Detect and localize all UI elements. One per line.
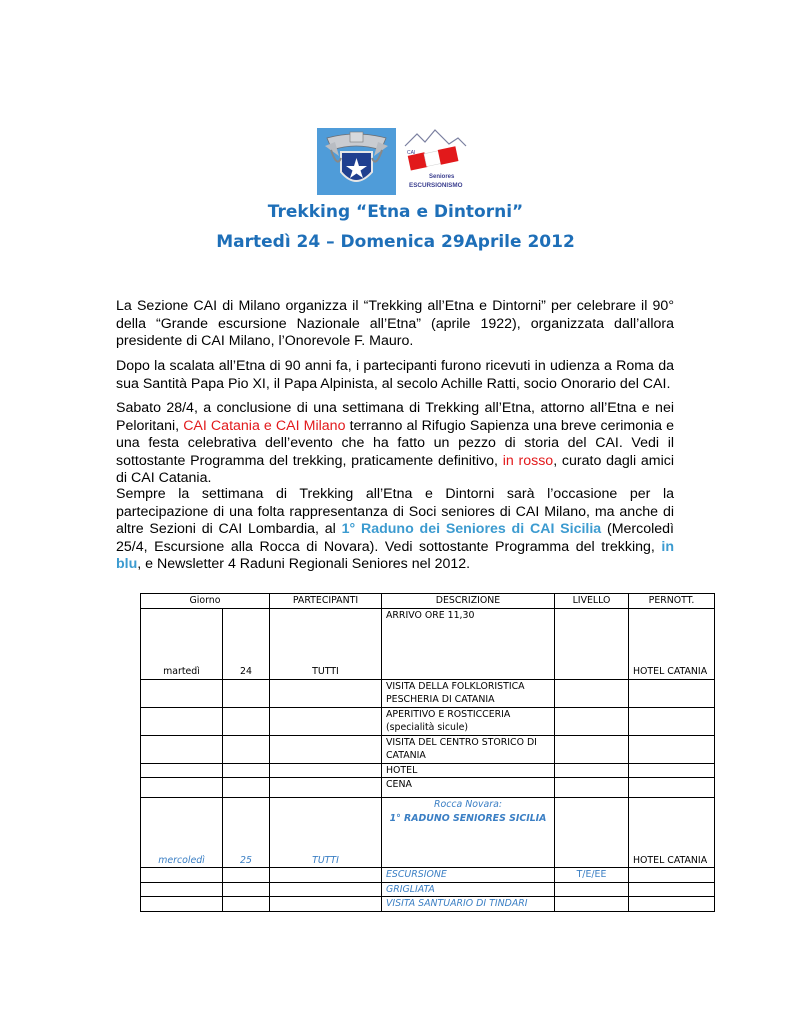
cell-descrizione: VISITA SANTUARIO DI TINDARI <box>382 897 555 912</box>
cell-descrizione: ARRIVO ORE 11,30 <box>382 608 555 679</box>
paragraph-history <box>116 358 674 393</box>
table-row <box>141 868 715 883</box>
cell-descrizione <box>382 798 555 868</box>
table-row <box>141 707 715 735</box>
table-row <box>141 798 715 868</box>
cell-giorno: martedì <box>141 608 223 679</box>
paragraph-history-text: Dopo la scalata all’Etna di 90 anni fa, i partecipanti furono ricevuti in udienza a Roma da sua Santità Papa Pio XI, il Papa Alpinista, al secolo Achille Ratti, socio Onorario del CAI. <box>116 358 674 392</box>
ceremony-red-note: in rosso <box>502 452 554 469</box>
seniores-escursionismo-logo <box>403 128 468 192</box>
mountain-flag-icon <box>403 128 468 192</box>
paragraph-intro <box>116 298 674 351</box>
table-row <box>141 608 715 679</box>
page-title: Trekking “Etna e Dintorni” <box>267 202 524 222</box>
cell-num: 25 <box>223 798 270 868</box>
table-row <box>141 735 715 763</box>
ceremony-text-c: , curato dagli amici di CAI Catania. <box>116 452 674 486</box>
raduno-text-b: (Mercoledì 25/4, Escursione alla Rocca di Novara). Vedi sottostante Programma del trekking, <box>116 521 674 555</box>
paragraph-ceremony <box>116 400 674 488</box>
raduno-blue-event: 1° Raduno dei Seniores di CAI Sicilia <box>341 521 602 537</box>
table-row <box>141 763 715 778</box>
table-header-row <box>141 594 715 609</box>
cell-descrizione: VISITA DEL CENTRO STORICO DI CATANIA <box>382 735 555 763</box>
cell-giorno: mercoledì <box>141 798 223 868</box>
table-row <box>141 897 715 912</box>
seniores-logo-small: CAI <box>407 150 416 156</box>
paragraph-raduno <box>116 486 674 574</box>
cell-partecipanti: TUTTI <box>270 608 382 679</box>
raduno-text-a: Sempre la settimana di Trekking all’Etna e Dintorni sarà l’occasione per la partecipazione di una folta rappresentanza di Soci seniores di CAI Milano, ma anche di altre Sezioni di CAI Lombardia, al <box>116 486 674 537</box>
cell-pernott: HOTEL CATANIA <box>629 798 715 868</box>
cell-num: 24 <box>223 608 270 679</box>
cell-livello: T/E/EE <box>555 868 629 883</box>
header-giorno: Giorno <box>141 594 270 609</box>
cell-descrizione: HOTEL <box>382 763 555 778</box>
cell-descrizione: VISITA DELLA FOLKLORISTICA PESCHERIA DI CATANIA <box>382 679 555 707</box>
header-pernott: PERNOTT. <box>629 594 715 609</box>
raduno-place: Rocca Novara: <box>433 799 503 810</box>
seniores-logo-word2: ESCURSIONISMO <box>409 182 463 189</box>
raduno-text-c: , e Newsletter 4 Raduni Regionali Seniores nel 2012. <box>137 556 471 572</box>
raduno-event: 1° RADUNO SENIORES SICILIA <box>389 812 547 824</box>
header-descrizione: DESCRIZIONE <box>382 594 555 609</box>
header-livello: LIVELLO <box>555 594 629 609</box>
page-subtitle: Martedì 24 – Domenica 29Aprile 2012 <box>216 232 575 252</box>
ceremony-red-sections: CAI Catania e CAI Milano <box>183 417 346 434</box>
seniores-logo-word1: Seniores <box>429 174 455 180</box>
cell-descrizione: CENA <box>382 778 555 798</box>
raduno-blue-note: in blu <box>116 538 674 572</box>
cell-descrizione: GRIGLIATA <box>382 882 555 897</box>
cell-pernott: HOTEL CATANIA <box>629 608 715 679</box>
table-row <box>141 778 715 798</box>
ceremony-text-a: Sabato 28/4, a conclusione di una settimana di Trekking all’Etna, attorno all’Etna e nei Peloritani, <box>116 400 674 434</box>
schedule-table <box>140 593 715 912</box>
paragraph-raduno-text <box>116 486 674 574</box>
ceremony-text-b: terranno al Rifugio Sapienza una breve cerimonia e una festa celebrativa dell’evento che ha fatto un pezzo di storia del CAI. Vedi il sottostante Programma del trekking, praticamente definitivo, <box>116 417 675 469</box>
cell-livello <box>555 608 629 679</box>
cai-emblem-icon <box>317 128 396 195</box>
paragraph-intro-text: La Sezione CAI di Milano organizza il “Trekking all’Etna e Dintorni” per celebrare il 90° della “Grande escursione Nazionale all’Etna” (aprile 1922), organizzata dall’allora presidente di CAI Milano, l’Onorevole F. Mauro. <box>116 298 674 349</box>
table-row <box>141 679 715 707</box>
cell-descrizione: APERITIVO E ROSTICCERIA (specialità sicule) <box>382 707 555 735</box>
cell-descrizione: ESCURSIONE <box>382 868 555 883</box>
cai-logo <box>317 128 396 195</box>
header-partecipanti: PARTECIPANTI <box>270 594 382 609</box>
paragraph-ceremony-text <box>116 400 674 488</box>
table-row <box>141 882 715 897</box>
cell-partecipanti: TUTTI <box>270 798 382 868</box>
